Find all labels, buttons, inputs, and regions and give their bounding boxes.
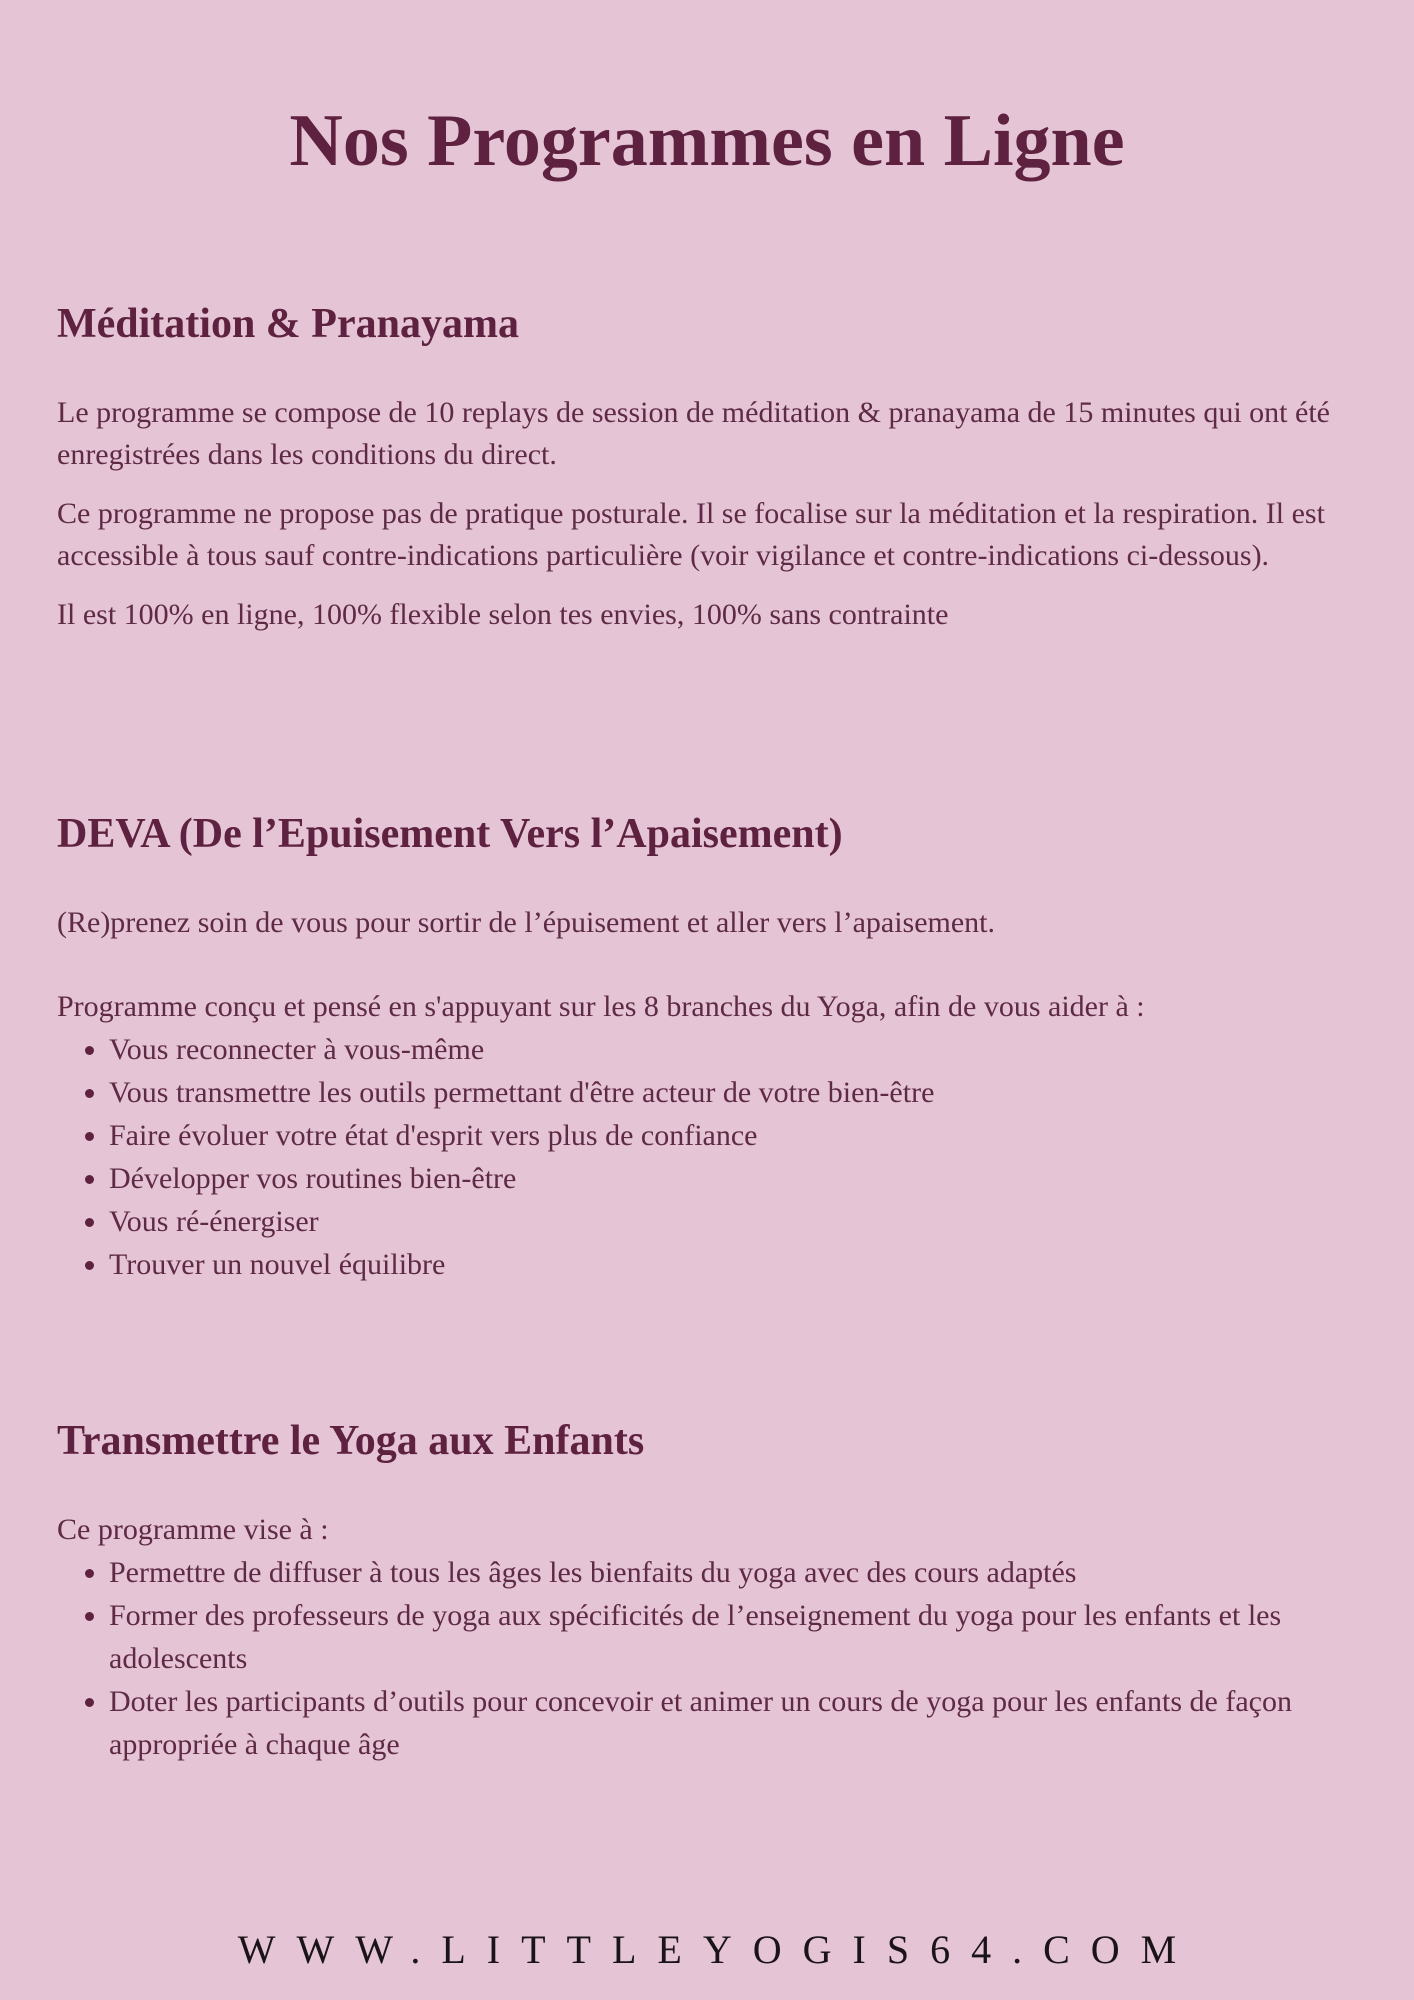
list-item: • Trouver un nouvel équilibre — [109, 1243, 1377, 1286]
footer-website: WWW.LITTLEYOGIS64.COM — [237, 1927, 1198, 1972]
list-lead: Ce programme vise à : — [57, 1513, 329, 1546]
section-meditation-pranayama — [57, 296, 1377, 636]
page-title: Nos Programmes en Ligne — [289, 100, 1125, 182]
list-item: • Vous transmettre les outils permettant d'être acteur de votre bien-être — [109, 1071, 1377, 1114]
section-heading: Transmettre le Yoga aux Enfants — [57, 1418, 645, 1464]
section-heading: Méditation & Pranayama — [57, 301, 519, 347]
list-item: • Permettre de diffuser à tous les âges les bienfaits du yoga avec des cours adaptés — [109, 1551, 1377, 1594]
bullet-list — [57, 1551, 1377, 1766]
list-item: • Faire évoluer votre état d'esprit vers plus de confiance — [109, 1114, 1377, 1157]
list-item: • Doter les participants d’outils pour concevoir et animer un cours de yoga pour les enfants de façon appropriée à chaque âge — [109, 1680, 1377, 1766]
bullet-list — [57, 1028, 1377, 1286]
section-yoga-enfants — [57, 1413, 1377, 1766]
list-item: • Vous reconnecter à vous-même — [109, 1028, 1377, 1071]
list-item: • Former des professeurs de yoga aux spécificités de l’enseignement du yoga pour les enfants et les adolescents — [109, 1594, 1377, 1680]
section-deva — [57, 806, 1377, 1286]
paragraph: Il est 100% en ligne, 100% flexible selon tes envies, 100% sans contrainte — [57, 598, 949, 631]
list-item: • Vous ré-énergiser — [109, 1200, 1377, 1243]
list-lead: Programme conçu et pensé en s'appuyant sur les 8 branches du Yoga, afin de vous aider à : — [57, 990, 1145, 1023]
paragraph: Le programme se compose de 10 replays de session de méditation & pranayama de 15 minutes qui ont été enregistrées dans les conditions du direct. — [57, 396, 1330, 471]
paragraph: Ce programme ne propose pas de pratique posturale. Il se focalise sur la méditation et la respiration. Il est accessible à tous sauf contre-indications particulière (voir vigilance et contre-indications ci-dessous). — [57, 497, 1325, 572]
section-heading: DEVA (De l’Epuisement Vers l’Apaisement) — [57, 811, 843, 857]
section-intro: (Re)prenez soin de vous pour sortir de l’épuisement et aller vers l’apaisement. — [57, 906, 996, 939]
list-item: • Développer vos routines bien-être — [109, 1157, 1377, 1200]
